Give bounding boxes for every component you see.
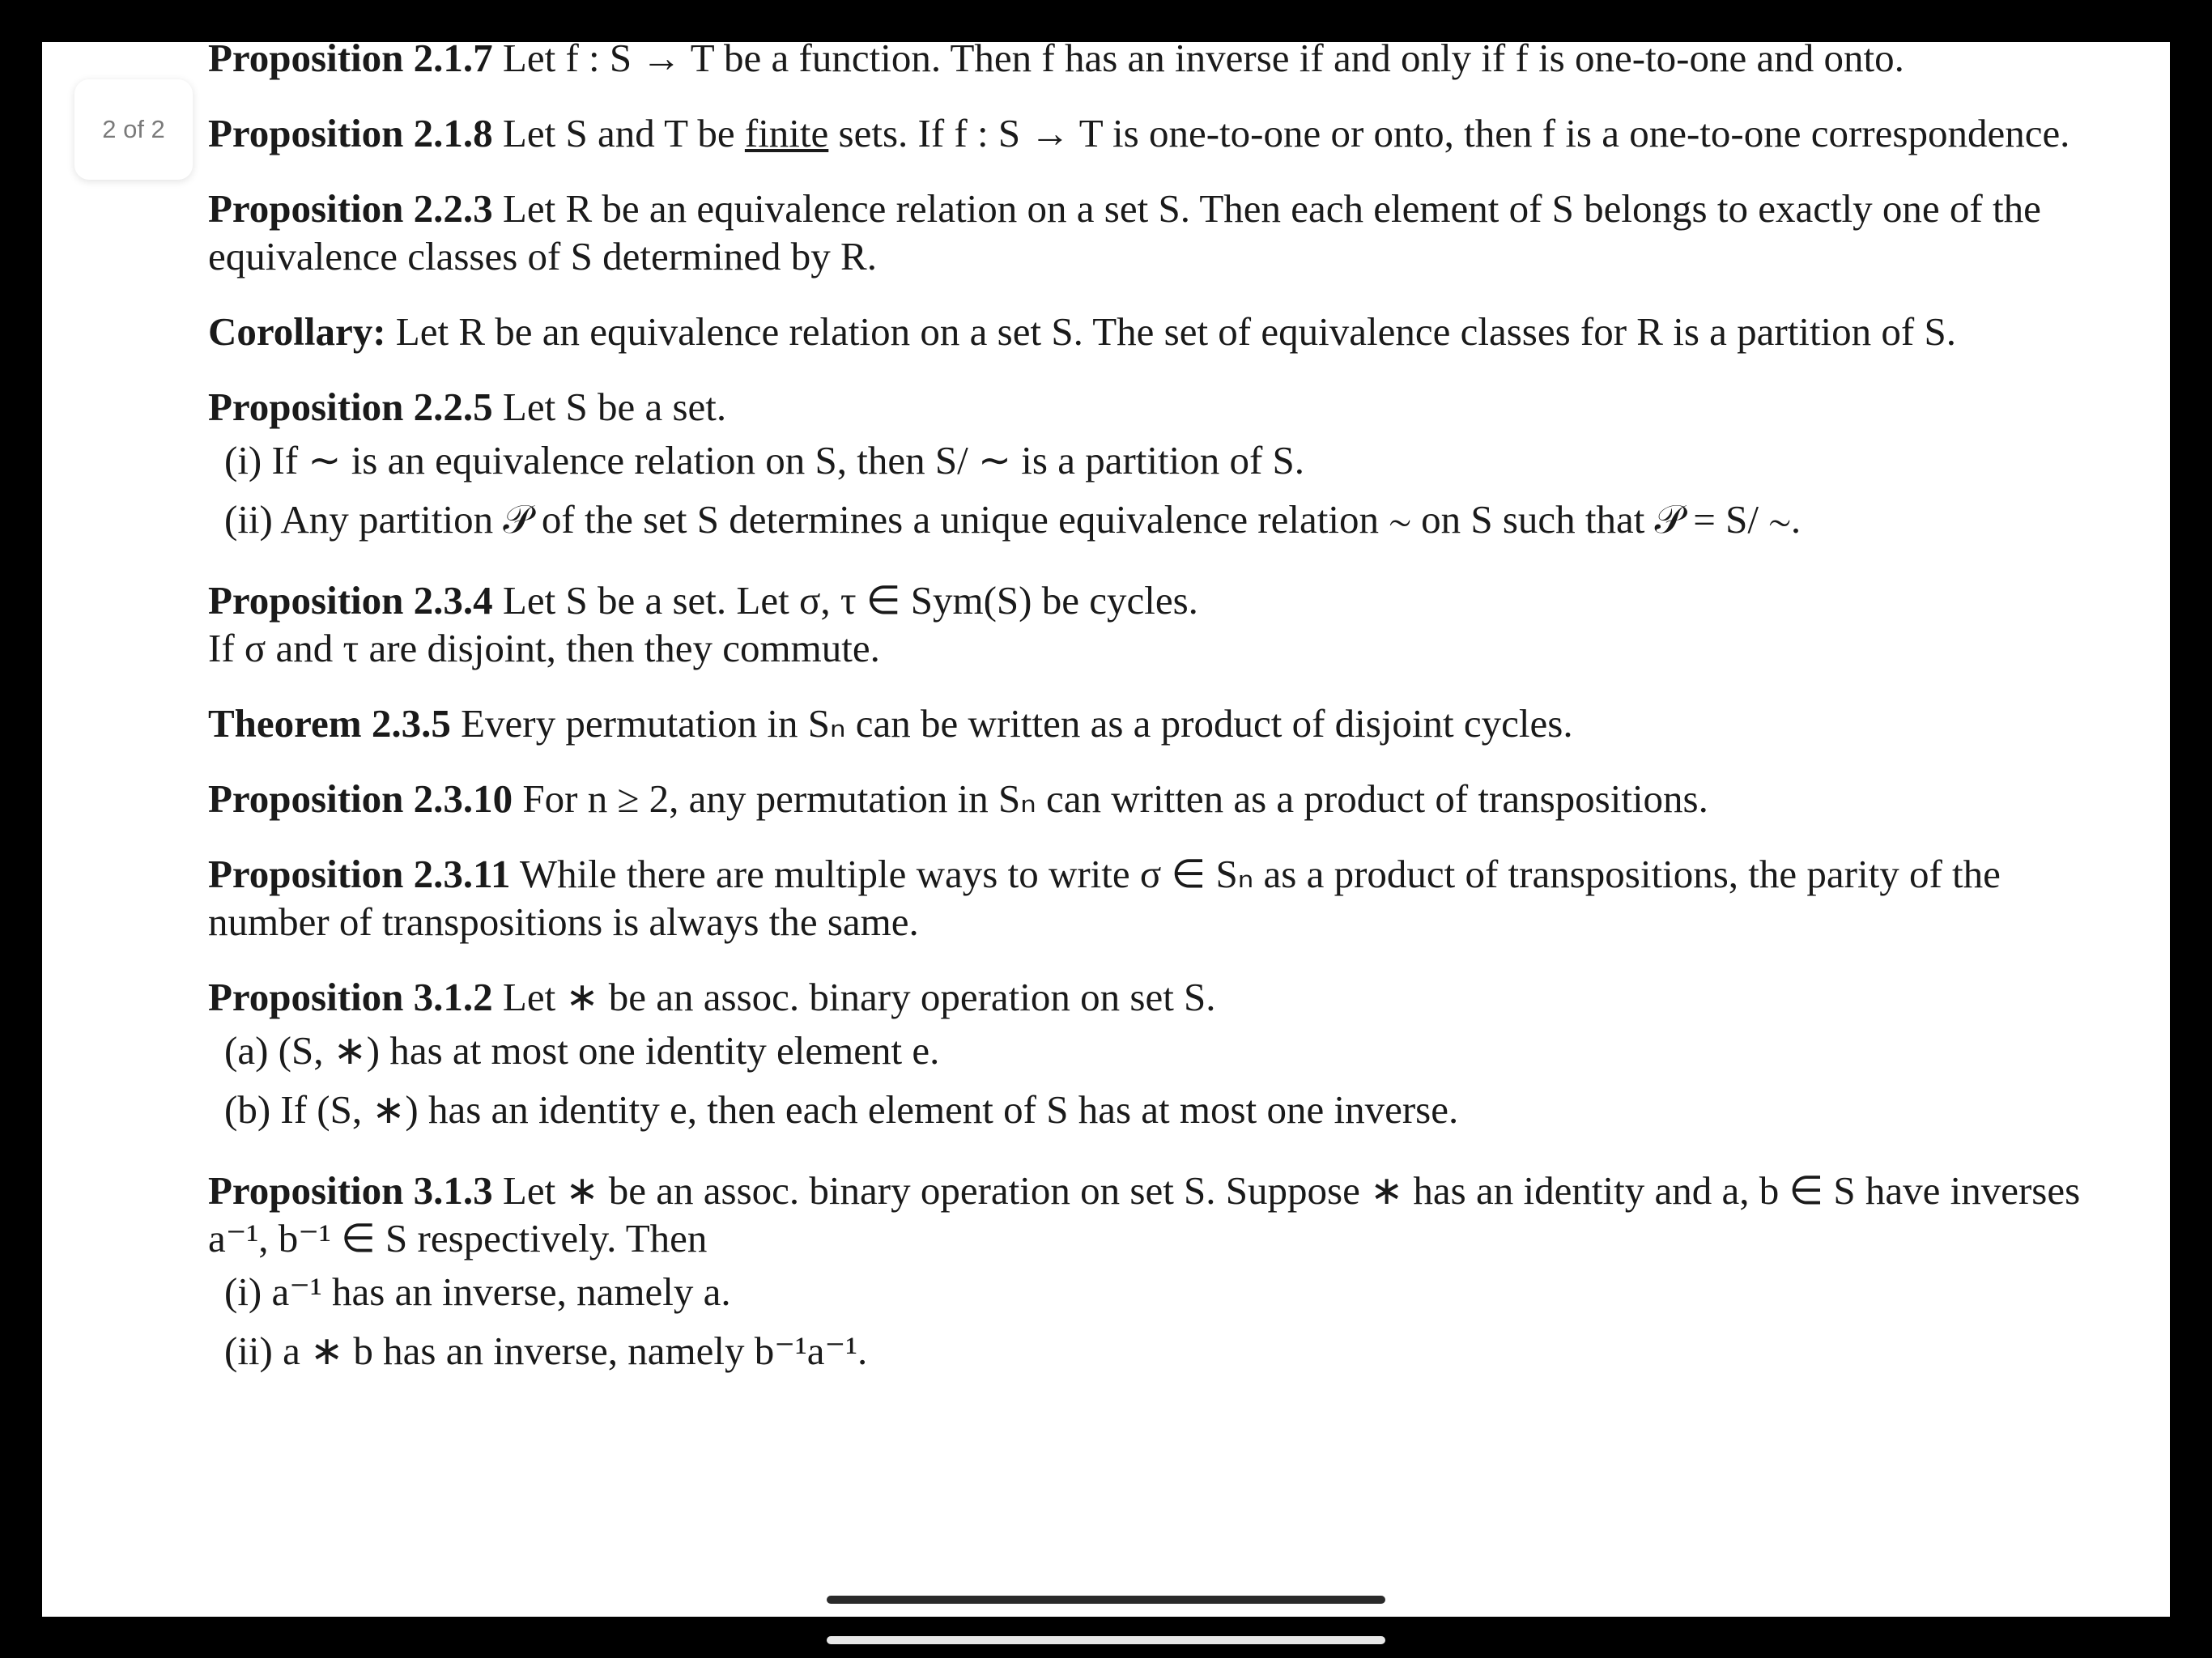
statement-label: Proposition 3.1.3	[208, 1168, 493, 1213]
statement-label: Proposition 2.2.3	[208, 186, 493, 231]
proposition-2-3-4	[208, 576, 2087, 672]
statement-text: Let ∗ be an assoc. binary operation on set S. Suppose ∗ has an identity and a, b ∈ S have inverses a⁻¹, b⁻¹ ∈ S respectively. Then	[208, 1168, 2081, 1261]
statement-text: While there are multiple ways to write σ ∈ Sₙ as a product of transpositions, the parity of the number of transpositions is always the same.	[208, 852, 2001, 944]
underlined-word: finite	[744, 111, 829, 155]
list-item: (i) If ∼ is an equivalence relation on S, then S/ ∼ is a partition of S.	[224, 438, 1305, 483]
statement-label: Proposition 2.1.7	[208, 42, 493, 80]
statement-label: Proposition 2.2.5	[208, 385, 493, 429]
statement-text: Let f : S → T be a function. Then f has an inverse if and only if f is one-to-one and onto.	[502, 42, 1904, 80]
list-item: (ii) Any partition 𝒫 of the set S determines a unique equivalence relation ∼ on S such that 𝒫 = S/ ∼.	[224, 497, 1802, 542]
statement-label: Proposition 2.3.11	[208, 852, 511, 896]
statement-text: Every permutation in Sₙ can be written as a product of disjoint cycles.	[461, 701, 1573, 746]
document-page[interactable]	[42, 42, 2170, 1617]
statement-text: If σ and τ are disjoint, then they commute.	[208, 626, 880, 670]
proposition-2-3-10	[208, 775, 2087, 823]
home-indicator[interactable]	[827, 1636, 1385, 1644]
statement-label: Proposition 2.3.4	[208, 578, 493, 623]
proposition-3-1-2	[208, 973, 2087, 1139]
page-content	[208, 42, 2087, 1408]
scroll-indicator	[827, 1596, 1385, 1604]
statement-label: Proposition 2.1.8	[208, 111, 493, 155]
statement-text: Let R be an equivalence relation on a set S. The set of equivalence classes for R is a partition of S.	[395, 309, 1956, 354]
proposition-2-3-11	[208, 850, 2087, 946]
statement-text: Let S be a set.	[502, 385, 727, 429]
page-indicator: 2 of 2	[74, 79, 193, 180]
statement-text: Let ∗ be an assoc. binary operation on set S.	[502, 975, 1216, 1019]
statement-label: Theorem 2.3.5	[208, 701, 451, 746]
list-item: (ii) a ∗ b has an inverse, namely b⁻¹a⁻¹.	[224, 1329, 868, 1373]
statement-text: Let S be a set. Let σ, τ ∈ Sym(S) be cycles.	[502, 578, 1198, 623]
list-item: (a) (S, ∗) has at most one identity element e.	[224, 1028, 940, 1073]
statement-label: Proposition 3.1.2	[208, 975, 493, 1019]
proposition-3-1-3	[208, 1167, 2087, 1380]
proposition-2-2-5	[208, 383, 2087, 549]
statement-label: Proposition 2.3.10	[208, 776, 513, 821]
proposition-2-1-8	[208, 109, 2087, 157]
statement-text: sets. If f : S → T is one-to-one or onto, then f is a one-to-one correspondence.	[838, 111, 2070, 155]
statement-label: Corollary:	[208, 309, 386, 354]
proposition-2-1-7	[208, 42, 2087, 82]
list-item: (i) a⁻¹ has an inverse, namely a.	[224, 1269, 731, 1314]
statement-text: Let S and T be	[502, 111, 735, 155]
proposition-2-2-3	[208, 185, 2087, 280]
corollary	[208, 308, 2087, 355]
list-item: (b) If (S, ∗) has an identity e, then each element of S has at most one inverse.	[224, 1087, 1459, 1132]
theorem-2-3-5	[208, 699, 2087, 747]
statement-text: Let R be an equivalence relation on a set S. Then each element of S belongs to exactly one of the equivalence classes of S determined by R.	[208, 186, 2041, 278]
statement-text: For n ≥ 2, any permutation in Sₙ can written as a product of transpositions.	[522, 776, 1708, 821]
